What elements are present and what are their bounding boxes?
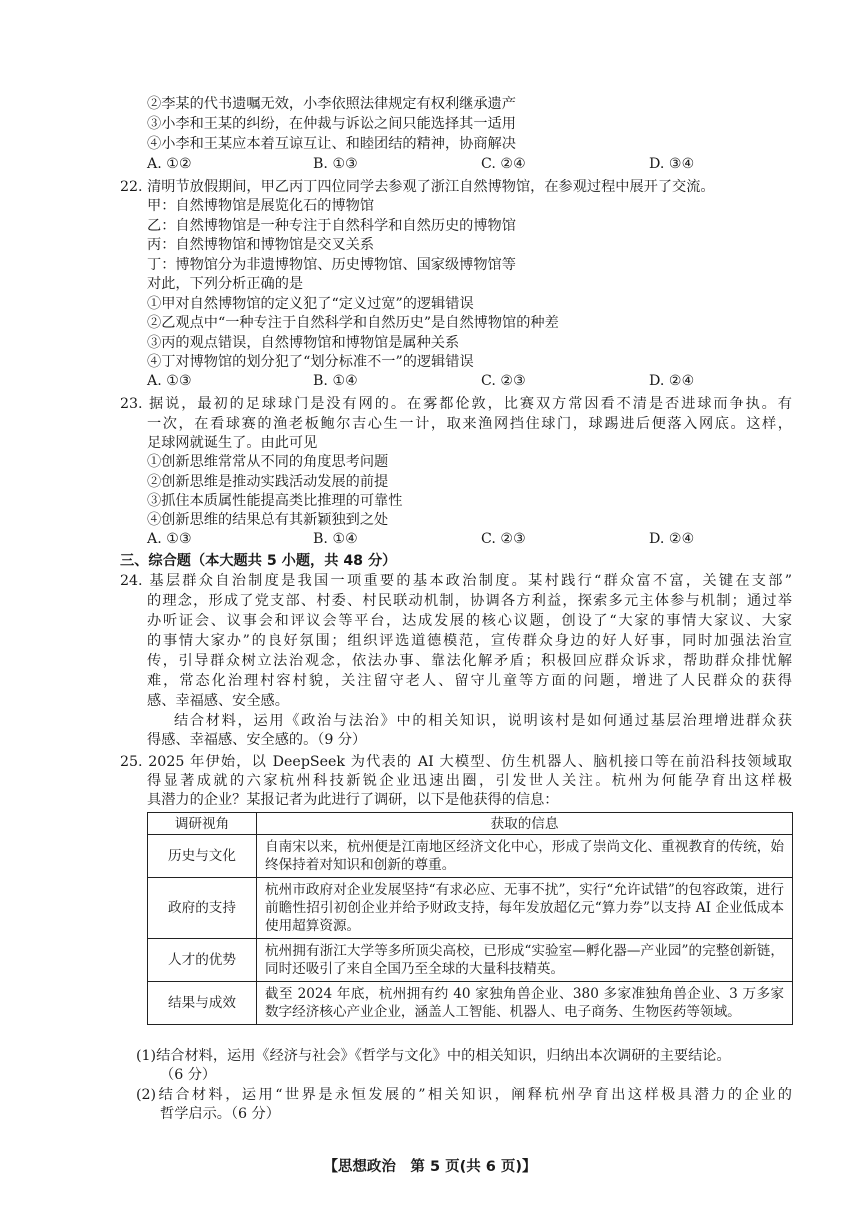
q25-sub1-line-1: (1)结合材料，运用《经济与社会》《哲学与文化》中的相关知识，归纳出本次调研的主要结论。	[136, 1048, 731, 1064]
section-heading: 三、综合题（本大题共 5 小题，共 48 分）	[120, 553, 397, 569]
q22-option-a: A. ①③	[147, 373, 192, 389]
q22-option-c: C. ②③	[481, 373, 526, 389]
q22-lead: 对此，下列分析正确的是	[147, 276, 304, 292]
q21-statement-4: ④小李和王某应本着互谅互让、和睦团结的精神，协商解决	[147, 136, 516, 152]
table-row	[148, 939, 793, 982]
table-header-perspective: 调研视角	[148, 813, 257, 835]
q22-statement-4: ④丁对博物馆的划分犯了“划分标准不一”的逻辑错误	[147, 354, 474, 370]
q25-stem-line-1: 25. 2025 年伊始，以 DeepSeek 为代表的 AI 大模型、仿生机器人、脑机接口等在前沿科技领域取	[120, 754, 792, 770]
q21-option-b: B. ①③	[313, 156, 358, 172]
table-cell-info: 截至 2024 年底，杭州拥有约 40 家独角兽企业、380 多家准独角兽企业、3 万多家数字经济核心产业企业，涵盖人工智能、机器人、电子商务、生物医药等领域。	[257, 982, 793, 1025]
q24-material-line-4: 的事情大家办”的良好氛围；组织评选道德模范，宣传群众身边的好人好事，同时加强法治宣	[147, 633, 792, 649]
survey-table	[147, 812, 793, 1025]
table-row	[148, 878, 793, 939]
table-cell-perspective: 结果与成效	[148, 982, 257, 1025]
q23-statement-2: ②创新思维是推动实践活动发展的前提	[147, 474, 389, 490]
q25-sub2-line-2: 哲学启示。（6 分）	[160, 1106, 280, 1122]
q22-stem: 22. 清明节放假期间，甲乙丙丁四位同学去参观了浙江自然博物馆，在参观过程中展开了交流。	[120, 179, 715, 195]
q22-statement-1: ①甲对自然博物馆的定义犯了“定义过宽”的逻辑错误	[147, 296, 474, 312]
table-cell-perspective: 人才的优势	[148, 939, 257, 982]
q22-option-d: D. ②④	[649, 373, 695, 389]
q21-statement-2: ②李某的代书遗嘱无效，小李依照法律规定有权利继承遗产	[147, 96, 516, 112]
q24-material-line-2: 的理念，形成了党支部、村委、村民联动机制，协调各方利益，探索多元主体参与机制；通过举	[147, 593, 792, 609]
table-cell-info: 杭州市政府对企业发展坚持“有求必应、无事不扰”，实行“允许试错”的包容政策，进行前瞻性招引初创企业并给予财政支持，每年发放超亿元“算力券”以支持 AI 企业低成本使用超算资源。	[257, 878, 793, 939]
q23-option-a: A. ①③	[147, 531, 192, 547]
q22-jia: 甲：自然博物馆是展览化石的博物馆	[147, 198, 375, 214]
q23-stem-line-3: 足球网就诞生了。由此可见	[147, 435, 318, 451]
q23-option-c: C. ②③	[481, 531, 526, 547]
table-cell-info: 自南宋以来，杭州便是江南地区经济文化中心，形成了崇尚文化、重视教育的传统，始终保持着对知识和创新的尊重。	[257, 835, 793, 878]
table-cell-perspective: 政府的支持	[148, 878, 257, 939]
q24-question-line-2: 得感、幸福感、安全感的。（9 分）	[147, 732, 367, 748]
q23-statement-3: ③抓住本质属性能提高类比推理的可靠性	[147, 493, 403, 509]
q24-material-line-3: 办听证会、议事会和评议会等平台，达成发展的核心议题，创设了“大家的事情大家议、大家	[147, 613, 792, 629]
q24-material-line-7: 感、幸福感、安全感。	[147, 693, 289, 709]
q21-statement-3: ③小李和王某的纠纷，在仲裁与诉讼之间只能选择其一适用	[147, 116, 516, 132]
q24-question-line-1: 结合材料，运用《政治与法治》中的相关知识，说明该村是如何通过基层治理增进群众获	[174, 713, 792, 729]
q23-statement-1: ①创新思维常常从不同的角度思考问题	[147, 454, 389, 470]
q25-sub2-line-1: (2)结合材料，运用“世界是永恒发展的”相关知识，阐释杭州孕育出这样极具潜力的企业的	[136, 1087, 792, 1103]
table-cell-perspective: 历史与文化	[148, 835, 257, 878]
q21-option-c: C. ②④	[481, 156, 526, 172]
table-cell-info: 杭州拥有浙江大学等多所顶尖高校，已形成“实验室—孵化器—产业园”的完整创新链，同时还吸引了来自全国乃至全球的大量科技精英。	[257, 939, 793, 982]
q22-ding: 丁：博物馆分为非遗博物馆、历史博物馆、国家级博物馆等	[147, 257, 516, 273]
table-header-info: 获取的信息	[257, 813, 793, 835]
q22-option-b: B. ①④	[313, 373, 358, 389]
q23-option-b: B. ①④	[313, 531, 358, 547]
q25-stem-line-2: 得显著成就的六家杭州科技新锐企业迅速出圈，引发世人关注。杭州为何能孕育出这样极	[147, 773, 792, 789]
q22-yi: 乙：自然博物馆是一种专注于自然科学和自然历史的博物馆	[147, 218, 516, 234]
q24-material-line-6: 难，常态化治理村容村貌，关注留守老人、留守儿童等方面的问题，增进了人民群众的获得	[147, 673, 792, 689]
q21-option-a: A. ①②	[147, 156, 192, 172]
q23-statement-4: ④创新思维的结果总有其新颖独到之处	[147, 512, 389, 528]
q22-statement-2: ②乙观点中“一种专注于自然科学和自然历史”是自然博物馆的种差	[147, 315, 559, 331]
q25-sub1-line-2: （6 分）	[160, 1067, 217, 1083]
table-header-row	[148, 813, 793, 835]
q22-bing: 丙：自然博物馆和博物馆是交叉关系	[147, 237, 375, 253]
q23-option-d: D. ②④	[649, 531, 695, 547]
q24-material-line-5: 传，引导群众树立法治观念，依法办事、靠法化解矛盾；积极回应群众诉求，帮助群众排忧解	[147, 653, 792, 669]
table-row	[148, 835, 793, 878]
table-row	[148, 982, 793, 1025]
q25-stem-line-3: 具潜力的企业？某报记者为此进行了调研，以下是他获得的信息：	[147, 792, 559, 808]
q24-material-line-1: 24. 基层群众自治制度是我国一项重要的基本政治制度。某村践行“群众富不富，关键在支部”	[120, 573, 792, 589]
q22-statement-3: ③丙的观点错误，自然博物馆和博物馆是属种关系	[147, 335, 460, 351]
page-footer: 【思想政治 第 5 页(共 6 页)】	[323, 1159, 537, 1175]
q23-stem-line-2: 一次，在看球赛的渔老板鲍尔吉心生一计，取来渔网挡住球门，球踢进后便落入网底。这样，	[147, 416, 792, 432]
q21-option-d: D. ③④	[649, 156, 695, 172]
q23-stem-line-1: 23. 据说，最初的足球球门是没有网的。在雾都伦敦，比赛双方常因看不清是否进球而争执。有	[120, 396, 792, 412]
